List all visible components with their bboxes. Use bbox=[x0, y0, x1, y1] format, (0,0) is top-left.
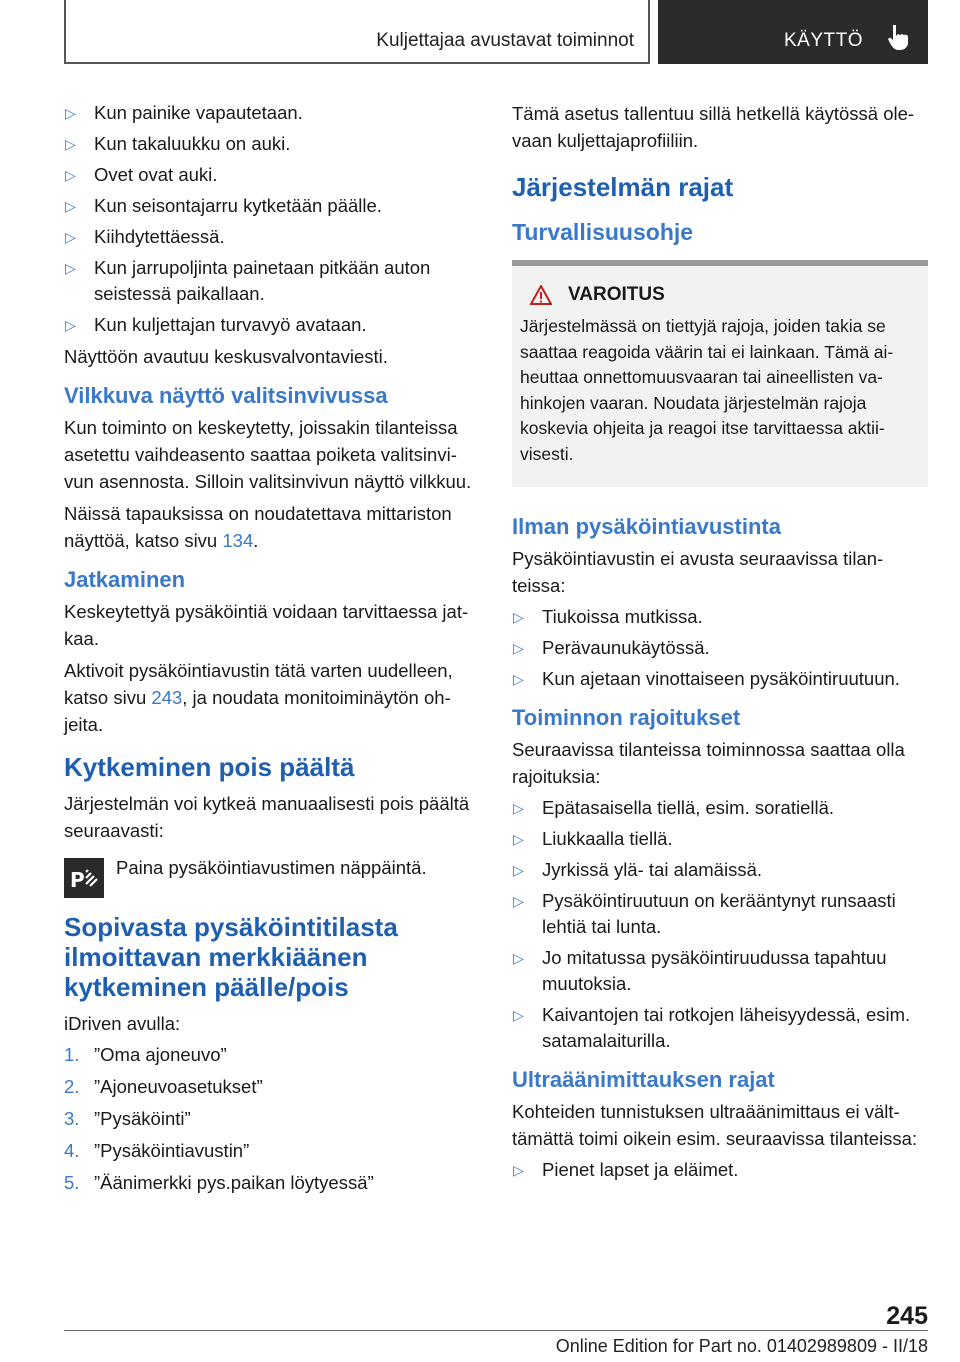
list-item: ▷ Pienet lapset ja eläimet. bbox=[512, 1157, 928, 1183]
triangle-bullet-icon: ▷ bbox=[65, 136, 76, 152]
list-item: ▷ Perävaunukäytössä. bbox=[512, 635, 928, 661]
page-link-243[interactable]: 243 bbox=[151, 687, 183, 708]
list-item: ▷ Epätasaisella tiellä, esim. soratiellä. bbox=[512, 795, 928, 821]
heading-turva: Turvallisuusohje bbox=[512, 219, 694, 245]
page-number: 245 bbox=[886, 1302, 928, 1330]
ultrasound-list bbox=[512, 1157, 928, 1183]
triangle-bullet-icon: ▷ bbox=[513, 1007, 524, 1023]
heading-ilman: Ilman pysäköintiavustinta bbox=[512, 514, 781, 539]
svg-text:P: P bbox=[70, 868, 85, 892]
list-item: ▷ Jyrkissä ylä- tai alamäissä. bbox=[512, 857, 928, 883]
list-item: 2. ”Ajoneuvoasetukset” bbox=[64, 1076, 263, 1097]
triangle-bullet-icon: ▷ bbox=[65, 105, 76, 121]
warning-text: Järjestelmässä on tiettyjä rajoja, joiden takia se saattaa reagoida väärin tai ei lainkaan. Tämä ai-heuttaa onnettomuusvaaran tai aineellisten va-hinkojen vaaran. Noudata järjestelmän rajoja koskevia ohjeita ja reagoi itse tarvittaessa aktii-visesti. bbox=[520, 316, 894, 464]
list-item: ▷ Kiihdytettäessä. bbox=[64, 224, 478, 250]
body-text: Tämä asetus tallentuu sillä hetkellä käytössä ole-vaan kuljettajaprofiiliin. bbox=[512, 103, 915, 151]
triangle-bullet-icon: ▷ bbox=[65, 260, 76, 276]
warning-box bbox=[512, 260, 928, 487]
heading-jatkaminen: Jatkaminen bbox=[64, 567, 186, 592]
key-instruction bbox=[64, 854, 478, 898]
limitations-list bbox=[512, 795, 928, 1054]
list-item: ▷ Kun jarrupoljinta painetaan pitkään auton seistessä paikallaan. bbox=[65, 257, 431, 304]
heading-sopivasta: Sopivasta pysäköintitilasta ilmoittavan merkkiäänen kytkeminen päälle/pois bbox=[64, 912, 398, 1002]
triangle-bullet-icon: ▷ bbox=[513, 671, 524, 687]
body-text: Seuraavissa tilanteissa toiminnossa saattaa olla rajoituksia: bbox=[512, 739, 905, 787]
list-item: ▷ Ovet ovat auki. bbox=[64, 162, 478, 188]
body-text: Pysäköintiavustin ei avusta seuraavissa tilan-teissa: bbox=[512, 548, 884, 596]
list-item: ▷ Kun painike vapautetaan. bbox=[64, 100, 478, 126]
list-item: ▷ Kaivantojen tai rotkojen läheisyydessä, esim. satamalaiturilla. bbox=[513, 1004, 911, 1051]
list-item: ▷ Liukkaalla tiellä. bbox=[512, 826, 928, 852]
hand-pointer-icon bbox=[884, 22, 914, 52]
list-item: ▷ Kun ajetaan vinottaiseen pysäköintiruutuun. bbox=[512, 666, 928, 692]
warning-title: VAROITUS bbox=[520, 284, 920, 306]
key-text: Paina pysäköintiavustimen näppäintä. bbox=[116, 857, 427, 878]
list-item: ▷ Kun kuljettajan turvavyö avataan. bbox=[64, 312, 478, 338]
right-column bbox=[512, 100, 928, 1188]
triangle-bullet-icon: ▷ bbox=[513, 950, 524, 966]
list-item: 5. ”Äänimerkki pys.paikan löytyessä” bbox=[64, 1172, 374, 1193]
list-item: 1. ”Oma ajoneuvo” bbox=[64, 1044, 227, 1065]
body-text: Järjestelmän voi kytkeä manuaalisesti pois päältä seuraavasti: bbox=[64, 793, 470, 841]
edition-note: Online Edition for Part no. 01402989809 - II/18 bbox=[555, 1336, 928, 1356]
body-text: Keskeytettyä pysäköintiä voidaan tarvittaessa jat-kaa. bbox=[64, 601, 469, 649]
list-item: ▷ Kun takaluukku on auki. bbox=[64, 131, 478, 157]
triangle-bullet-icon: ▷ bbox=[65, 317, 76, 333]
chapter-title: KÄYTTÖ bbox=[784, 30, 864, 51]
list-item: ▷ Tiukoissa mutkissa. bbox=[512, 604, 928, 630]
list-item: ▷ Jo mitatussa pysäköintiruudussa tapahtuu muutoksia. bbox=[513, 947, 887, 994]
heading-toiminnon: Toiminnon rajoitukset bbox=[512, 705, 741, 730]
section-tab bbox=[64, 0, 650, 64]
body-text: Aktivoit pysäköintiavustin tätä varten uudelleen, katso sivu 243, ja noudata monitoiminäytön oh-jeita. bbox=[64, 660, 453, 735]
triangle-bullet-icon: ▷ bbox=[513, 1162, 524, 1178]
page-link-134[interactable]: 134 bbox=[222, 530, 254, 551]
list-item: ▷ Kun seisontajarru kytketään päälle. bbox=[64, 193, 478, 219]
heading-rajat: Järjestelmän rajat bbox=[512, 172, 734, 202]
heading-ultra: Ultraäänimittauksen rajat bbox=[512, 1067, 775, 1092]
body-text: Kun toiminto on keskeytetty, joissakin tilanteissa asetettu vaihdeasento saattaa poiketa valitsinvi-vun asennosta. Silloin valitsinvivun näyttö vilkkuu. bbox=[64, 417, 472, 492]
footer-divider bbox=[64, 1330, 928, 1331]
interruption-list bbox=[64, 100, 478, 338]
triangle-bullet-icon: ▷ bbox=[65, 167, 76, 183]
list-item: 4. ”Pysäköintiavustin” bbox=[64, 1140, 250, 1161]
chapter-tab bbox=[658, 0, 928, 64]
left-column bbox=[64, 100, 478, 1202]
triangle-bullet-icon: ▷ bbox=[513, 893, 524, 909]
triangle-bullet-icon: ▷ bbox=[513, 862, 524, 878]
list-item: ▷ Pysäköintiruutuun on kerääntynyt runsaasti lehtiä tai lunta. bbox=[513, 890, 896, 937]
idrive-steps bbox=[64, 1042, 478, 1196]
triangle-bullet-icon: ▷ bbox=[513, 800, 524, 816]
body-text: Kohteiden tunnistuksen ultraäänimittaus ei vält-tämättä toimi oikein esim. seuraavissa tilanteissa: bbox=[512, 1101, 918, 1149]
triangle-bullet-icon: ▷ bbox=[513, 831, 524, 847]
triangle-bullet-icon: ▷ bbox=[513, 609, 524, 625]
triangle-bullet-icon: ▷ bbox=[513, 640, 524, 656]
triangle-bullet-icon: ▷ bbox=[65, 229, 76, 245]
page-header bbox=[64, 0, 928, 64]
body-text: Näissä tapauksissa on noudatettava mittariston näyttöä, katso sivu 134. bbox=[64, 503, 452, 551]
body-text: iDriven avulla: bbox=[64, 1013, 181, 1034]
heading-vilkkuva: Vilkkuva näyttö valitsinvivussa bbox=[64, 383, 388, 408]
warning-triangle-icon bbox=[530, 285, 552, 305]
triangle-bullet-icon: ▷ bbox=[65, 198, 76, 214]
no-assist-list bbox=[512, 604, 928, 692]
list-item: 3. ”Pysäköinti” bbox=[64, 1108, 191, 1129]
parking-assistant-button-icon bbox=[64, 858, 104, 898]
section-title: Kuljettajaa avustavat toiminnot bbox=[376, 30, 634, 51]
heading-kytkeminen: Kytkeminen pois päältä bbox=[64, 752, 355, 782]
body-text: Näyttöön avautuu keskusvalvontaviesti. bbox=[64, 346, 388, 367]
